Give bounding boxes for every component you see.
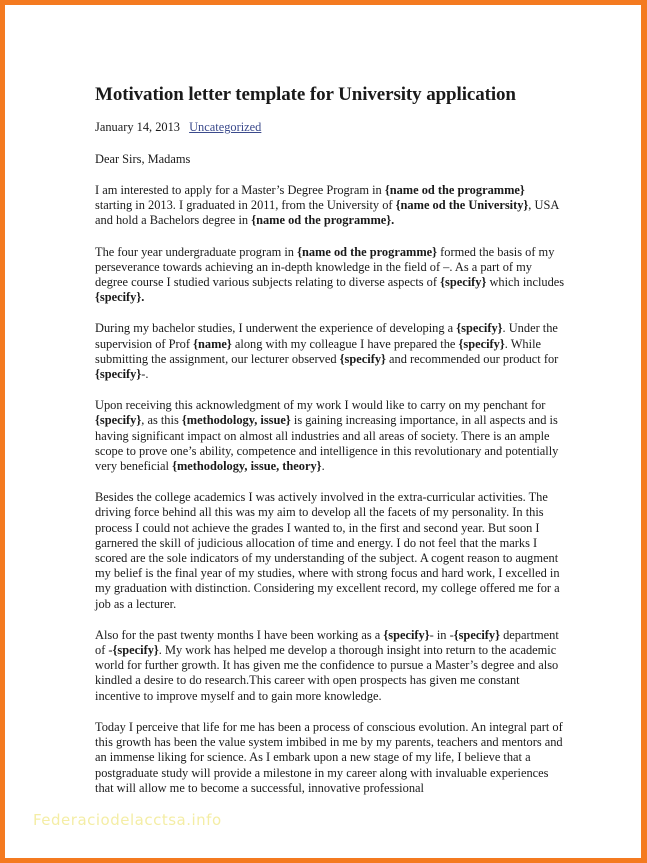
post-date: January 14, 2013: [95, 120, 180, 134]
greeting: Dear Sirs, Madams: [95, 152, 191, 166]
letter-content: [95, 84, 565, 796]
paragraph-7: Today I perceive that life for me has been a process of conscious evolution. An integral part of this growth has been the value system imbibed in me by my parents, teachers and mentors and an immense liking for science. As I embark upon a new stage of my life, I believe that a postgraduate study will provide a milestone in my career along with invaluable experiences that will allow me to become a successful, innovative professional: [95, 719, 563, 795]
category-link[interactable]: Uncategorized: [189, 120, 262, 134]
paragraph-4: Upon receiving this acknowledgment of my work I would like to carry on my penchant for {specify}, as this {methodology, issue} is gaining increasing importance, in all aspects and is having significant impact on almost all industries and all areas of society. There is an ample scope to prove one’s ability, competence and intelligence in this revolutionary and potentially very beneficial {methodology, issue, theory}.: [95, 398, 559, 474]
post-meta: [95, 120, 565, 135]
paragraph-6: Also for the past twenty months I have been working as a {specify}- in -{specify} department of -{specify}. My work has helped me develop a thorough insight into return to the academic world for further growth. It has given me the confidence to pursue a Master’s degree and also kindled a desire to do research.This career with open prospects has given me constant incentive to improve myself and to gain more knowledge.: [95, 627, 559, 703]
paragraph-3: During my bachelor studies, I underwent the experience of developing a {specify}. Under the supervision of Prof {name} along with my colleague I have prepared the {specify}. While submitting the assignment, our lecturer observed {specify} and recommended our product for {specify}-.: [95, 321, 559, 382]
document-page: [5, 5, 641, 858]
paragraph-5: Besides the college academics I was actively involved in the extra-curricular activities. The driving force behind all this was my aim to develop all the facets of my personality. In this process I could not achieve the grades I wanted to, in the first and second year. But soon I garnered the skill of judicious allocation of time and energy. I do not feel that the marks I scored are the sole indicators of my understanding of the subject. A cogent reason to augment my belief is the final year of my studies, where with strong focus and hard work, I excelled in my graduation with distinction. Considering my excellent record, my college offered me for a job as a lecturer.: [95, 490, 560, 611]
watermark-text: Federaciodelacctsa.info: [33, 811, 222, 829]
paragraph-2: The four year undergraduate program in {name od the programme} formed the basis of my perseverance towards achieving an in-depth knowledge in the field of –. As a part of my degree course I studied various subjects relating to diverse aspects of {specify} which includes {specify}.: [95, 244, 565, 305]
page-title: Motivation letter template for University application: [95, 84, 516, 105]
paragraph-1: I am interested to apply for a Master’s Degree Program in {name od the programme} starting in 2013. I graduated in 2011, from the University of {name od the University}, USA and hold a Bachelors degree in {name od the programme}.: [95, 183, 559, 228]
